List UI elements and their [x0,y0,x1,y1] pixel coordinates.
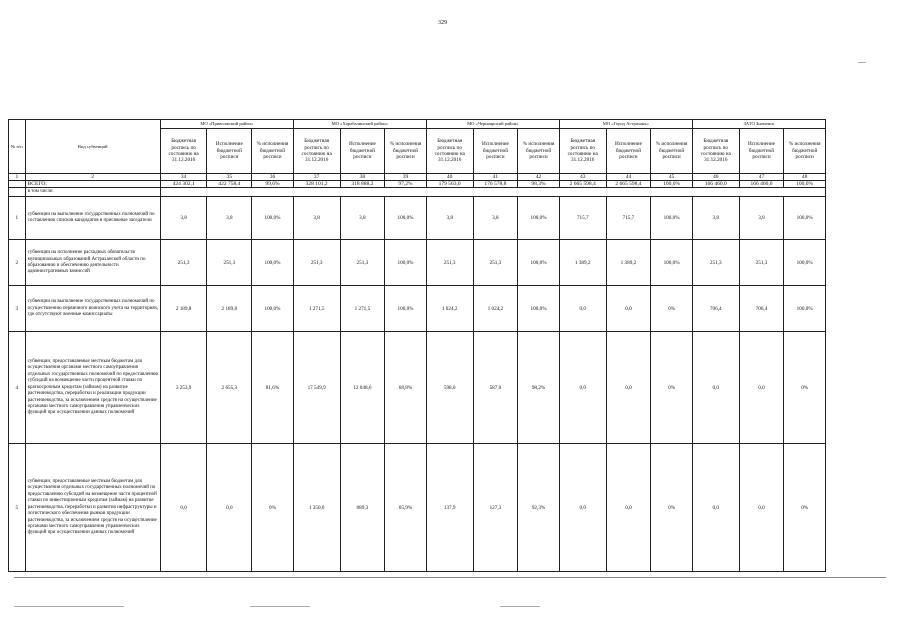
table-row [9,240,826,286]
row-value: 251,3 [692,240,739,286]
row-value: 100,0% [784,286,826,332]
row-value: 3,8 [340,197,385,240]
header-execution: Исполнение бюджетной росписи [207,129,252,174]
row-value: 3,8 [426,197,473,240]
row-value: 0% [651,332,693,444]
footer-rule [14,577,886,578]
total-value: 328 101,2 [293,181,340,188]
table-row [9,197,826,240]
scan-mark [858,62,866,63]
row-value: 706,4 [692,286,739,332]
row-value: 251,3 [293,240,340,286]
cell [160,188,825,197]
row-number: 1 [9,197,26,240]
subvention-name: субвенции на выполнение государственных полномочий по составлению списков кандидатов в присяжные заседатели [25,197,160,240]
row-value: 0,0 [606,332,651,444]
header-percent: % исполнения бюджетной росписи [651,129,693,174]
row-value: 889,3 [340,444,385,572]
row-value: 251,3 [340,240,385,286]
column-number: 43 [559,174,606,181]
total-value: 2 665 598,4 [559,181,606,188]
row-value: 0,0 [207,444,252,572]
row-value: 3 253,9 [160,332,207,444]
page-number: 329 [438,20,447,26]
row-value: 127,3 [473,444,518,572]
row-value: 98,2% [518,332,560,444]
table-row [9,444,826,572]
row-value: 1 389,2 [559,240,606,286]
column-number: 47 [739,174,784,181]
table-body [9,174,826,572]
row-value: 3,8 [207,197,252,240]
row-value: 0,0 [692,332,739,444]
row-value: 12 048,6 [340,332,385,444]
row-value: 251,3 [207,240,252,286]
row-value: 100,0% [518,240,560,286]
column-number: 48 [784,174,826,181]
row-value: 65,9% [385,444,427,572]
header-budget: Бюджетная роспись по состоянию на 31.12.2016 [692,129,739,174]
total-value: 100,0% [651,181,693,188]
column-number: 45 [651,174,693,181]
header-budget: Бюджетная роспись по состоянию на 31.12.2016 [160,129,207,174]
row-value: 100,0% [651,197,693,240]
header-type: Вид субвенций [25,120,160,174]
row-value: 100,0% [518,286,560,332]
column-number: 38 [340,174,385,181]
row-value: 251,3 [473,240,518,286]
row-value: 251,3 [426,240,473,286]
table-row [9,332,826,444]
header-percent: % исполнения бюджетной росписи [385,129,427,174]
column-number: 44 [606,174,651,181]
row-value: 100,0% [385,240,427,286]
total-value: 176 578,8 [473,181,518,188]
row-value: 0% [651,444,693,572]
row-value: 0,0 [559,286,606,332]
row-value: 1 271,5 [340,286,385,332]
total-value: 2 665 598,4 [606,181,651,188]
header-num: № п/п [9,120,26,174]
header-group: МО «Приволжский район» [160,120,293,129]
column-number: 41 [473,174,518,181]
row-value: 0,0 [692,444,739,572]
row-value: 3,8 [739,197,784,240]
including-label: в том числе: [25,188,160,197]
row-value: 0% [784,332,826,444]
total-value: 318 888,2 [340,181,385,188]
header-execution: Исполнение бюджетной росписи [739,129,784,174]
row-value: 81,6% [252,332,294,444]
total-value: 422 758,4 [207,181,252,188]
column-number: 36 [252,174,294,181]
column-number: 2 [25,174,160,181]
including-row [9,188,826,197]
total-value: 100,0% [784,181,826,188]
row-value: 100,0% [784,197,826,240]
total-label: ВСЕГО: [25,181,160,188]
row-value: 251,3 [160,240,207,286]
header-group: МО «Харабалинский район» [293,120,426,129]
header-group: ЗАТО Знаменск [692,120,825,129]
column-number: 42 [518,174,560,181]
row-value: 100,0% [784,240,826,286]
subvention-name: субвенции на исполнение расходных обязательств муниципальных образований Астраханской области по образованию и обеспечению деятельности административных комиссий [25,240,160,286]
header-percent: % исполнения бюджетной росписи [518,129,560,174]
column-number: 40 [426,174,473,181]
row-value: 17 549,9 [293,332,340,444]
header-group-row [9,120,826,129]
row-value: 0,0 [606,286,651,332]
row-number: 4 [9,332,26,444]
row-value: 3,8 [692,197,739,240]
row-value: 137,9 [426,444,473,572]
total-row [9,181,826,188]
table-row [9,286,826,332]
row-value: 598,0 [426,332,473,444]
row-value: 0,0 [559,444,606,572]
header-budget: Бюджетная роспись по состоянию на 31.12.2016 [293,129,340,174]
row-value: 100,0% [385,197,427,240]
header-execution: Исполнение бюджетной росписи [340,129,385,174]
row-value: 2 189,8 [160,286,207,332]
row-value: 715,7 [606,197,651,240]
column-number: 39 [385,174,427,181]
header-percent: % исполнения бюджетной росписи [784,129,826,174]
row-value: 3,8 [160,197,207,240]
total-value: 166 460,0 [739,181,784,188]
cell [9,181,26,188]
row-value: 3,8 [293,197,340,240]
row-value: 715,7 [559,197,606,240]
row-value: 100,0% [252,240,294,286]
row-value: 100,0% [651,240,693,286]
row-value: 0% [651,286,693,332]
total-value: 166 460,0 [692,181,739,188]
header-budget: Бюджетная роспись по состоянию на 31.12.2016 [426,129,473,174]
row-value: 1 024,2 [473,286,518,332]
row-value: 706,4 [739,286,784,332]
column-number: 34 [160,174,207,181]
row-value: 3,8 [473,197,518,240]
total-value: 98,3% [518,181,560,188]
column-number: 46 [692,174,739,181]
scan-mark [250,606,310,607]
row-value: 2 189,8 [207,286,252,332]
subventions-table-container [8,119,826,572]
subvention-name: субвенции, предоставляемые местным бюджетам для осуществления отдельных государственных полномочий по предоставлению субсидий на возмещение части процентной ставки по инвестиционным кредитам (займам) на развитие растениеводства, переработки и развития инфраструктуры и логистического обеспечения рынков продукции растениеводства, за исключением средств на осуществление органами местного самоуправления управленческих функций при осуществлении данных полномочий [25,444,160,572]
row-value: 1 024,2 [426,286,473,332]
row-value: 100,0% [385,286,427,332]
column-number: 1 [9,174,26,181]
row-value: 92,3% [518,444,560,572]
row-value: 68,8% [385,332,427,444]
row-value: 1 389,2 [606,240,651,286]
row-value: 0,0 [559,332,606,444]
row-value: 587,0 [473,332,518,444]
scan-mark [500,606,540,607]
header-execution: Исполнение бюджетной росписи [473,129,518,174]
total-value: 424 302,1 [160,181,207,188]
row-value: 1 271,5 [293,286,340,332]
row-number: 5 [9,444,26,572]
row-value: 0,0 [739,444,784,572]
row-value: 100,0% [518,197,560,240]
cell [9,188,26,197]
header-percent: % исполнения бюджетной росписи [252,129,294,174]
header-budget: Бюджетная роспись по состоянию на 31.12.2016 [559,129,606,174]
header-execution: Исполнение бюджетной росписи [606,129,651,174]
row-value: 100,0% [252,197,294,240]
subventions-table [8,119,826,572]
row-value: 100,0% [252,286,294,332]
row-number: 2 [9,240,26,286]
total-value: 179 563,0 [426,181,473,188]
header-group: МО «Город Астрахань» [559,120,692,129]
scan-mark [14,606,124,607]
column-number: 35 [207,174,252,181]
row-value: 1 350,0 [293,444,340,572]
subvention-name: субвенции на выполнение государственных полномочий по осуществлению первичного воинского учета на территориях, где отсутствуют военные комиссариаты [25,286,160,332]
column-numbers-row [9,174,826,181]
row-value: 0% [252,444,294,572]
row-value: 0,0 [606,444,651,572]
row-number: 3 [9,286,26,332]
row-value: 0% [784,444,826,572]
subvention-name: субвенции, предоставляемые местным бюджетам для осуществления органами местного самоуправления отдельных государственных полномочий по предоставлению субсидий на возмещение части процентной ставки по краткосрочным кредитам (займам) на развитие растениеводства, переработки и реализации продукции растениеводства, за исключением средств на осуществление органами местного самоуправления управленческих функций при осуществлении данных полномочий [25,332,160,444]
column-number: 37 [293,174,340,181]
total-value: 97,2% [385,181,427,188]
row-value: 0,0 [739,332,784,444]
row-value: 0,0 [160,444,207,572]
total-value: 99,6% [252,181,294,188]
row-value: 251,3 [739,240,784,286]
row-value: 2 655,3 [207,332,252,444]
header-group: МО «Черноярский район» [426,120,559,129]
